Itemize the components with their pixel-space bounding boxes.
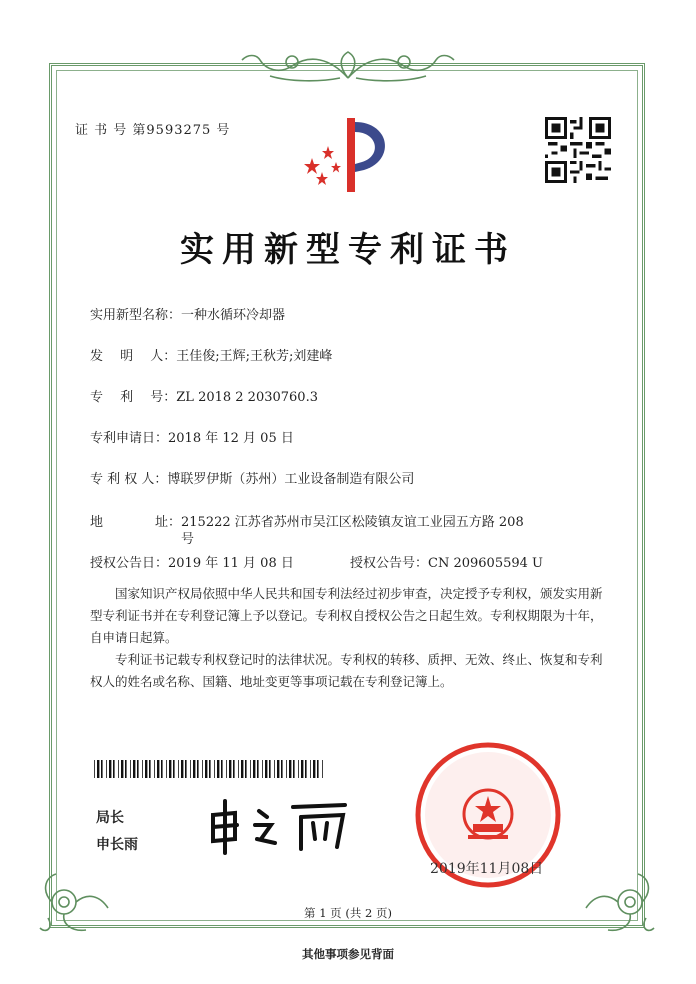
field-label: 专 利 权 人： [90, 472, 168, 487]
director-signature [205, 795, 355, 855]
seal-date: 2019年11月08日 [430, 861, 544, 877]
body-paragraph-2: 专利证书记载专利权登记时的法律状况。专利权的转移、质押、无效、终止、恢复和专利权人的姓名或名称、国籍、地址变更等事项记载在专利登记簿上。 [90, 652, 603, 689]
field-value: ZL 2018 2 2030760.3 [176, 390, 318, 405]
field-value: 王佳俊;王辉;王秋芳;刘建峰 [176, 349, 333, 364]
certificate-number: 证 书 号 第9593275 号 [75, 123, 231, 138]
field-value: CN 209605594 U [428, 556, 543, 571]
top-ornament [230, 48, 466, 84]
field-label: 专利申请日： [90, 431, 169, 446]
field-label: 授权公告日： [90, 556, 169, 571]
field-value: 博联罗伊斯（苏州）工业设备制造有限公司 [167, 472, 415, 487]
director-title: 局长 [96, 810, 124, 826]
field-label: 地 址： [90, 515, 182, 530]
body-paragraph-1: 国家知识产权局依照中华人民共和国专利法经过初步审查，决定授予专利权，颁发实用新型专利证书并在专利登记簿上予以登记。专利权自授权公告之日起生效。专利权期限为十年，自申请日起算。 [90, 586, 603, 645]
field-grant-date [90, 552, 294, 571]
page-number: 第 1 页 (共 2 页) [304, 906, 392, 920]
barcode [94, 760, 326, 778]
field-label: 发 明 人： [90, 349, 177, 364]
certificate-title: 实用新型专利证书 [180, 230, 516, 270]
field-utility-model-name [90, 304, 285, 323]
field-patent-number [90, 386, 318, 405]
field-label: 授权公告号： [350, 556, 429, 571]
field-label: 专 利 号： [90, 390, 177, 405]
field-value: 一种水循环冷却器 [181, 308, 286, 323]
qr-code [545, 117, 611, 183]
field-value: 2019 年 11 月 08 日 [168, 556, 294, 571]
field-patentee [90, 468, 414, 487]
field-label: 实用新型名称： [90, 308, 182, 323]
director-name: 申长雨 [96, 837, 138, 853]
corner-ornament-bottom-right [566, 862, 658, 938]
field-value: 215222 江苏省苏州市吴江区松陵镇友谊工业园五方路 208 [181, 515, 524, 530]
field-filing-date [90, 427, 294, 446]
cnipa-logo-icon [292, 112, 402, 196]
corner-ornament-bottom-left [38, 862, 128, 938]
field-address-line2: 号 [181, 532, 195, 547]
field-grant-number [350, 552, 543, 571]
footer-note: 其他事项参见背面 [302, 947, 394, 961]
field-value: 2018 年 12 月 05 日 [168, 431, 294, 446]
field-address [90, 511, 524, 530]
field-inventors [90, 345, 332, 364]
